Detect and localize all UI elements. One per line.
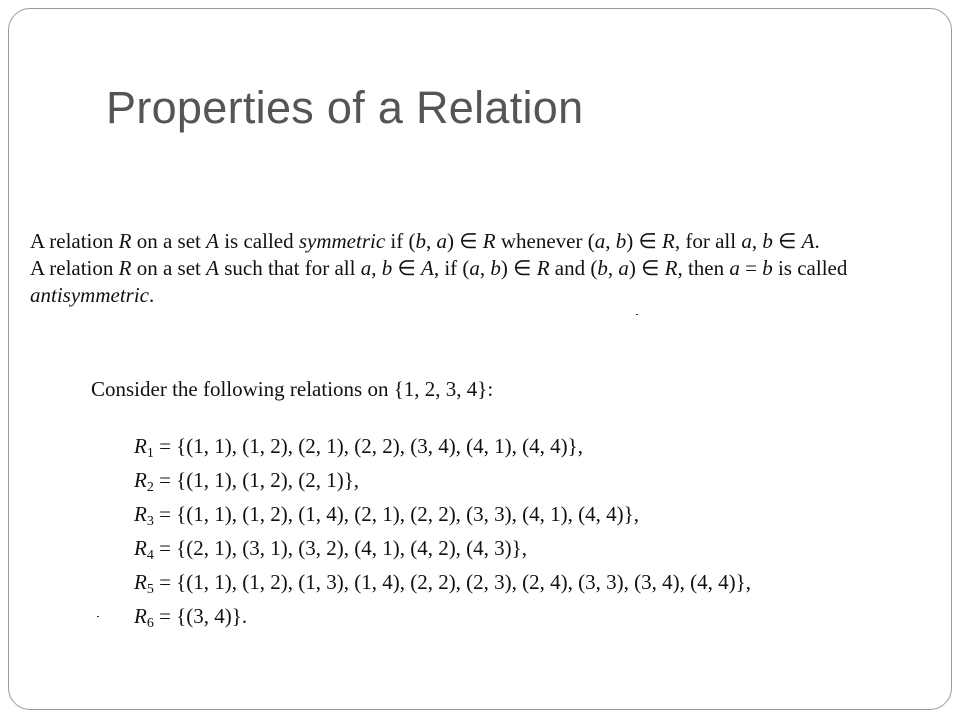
relation-index: 3 xyxy=(146,514,154,529)
relation-symbol: R xyxy=(134,604,147,628)
relation-index: 6 xyxy=(146,616,154,631)
relation-r2 xyxy=(134,468,751,502)
relation-r6 xyxy=(134,604,751,638)
slide-title: Properties of a Relation xyxy=(106,82,584,133)
relation-symbol: R xyxy=(134,434,147,458)
relation-value: = {(1, 1), (1, 2), (2, 1), (2, 2), (3, 4), (4, 1), (4, 4)}, xyxy=(153,434,583,458)
relation-index: 5 xyxy=(146,582,154,597)
relation-symbol: R xyxy=(134,468,147,492)
antisymmetric-term: antisymmetric xyxy=(30,283,149,307)
symmetric-definition: A relation R on a set A is called symmetric if (b, a) ∈ R whenever (a, b) ∈ R, for all a, b ∈ A. xyxy=(30,229,820,253)
scan-speck xyxy=(636,314,638,315)
relation-value: = {(2, 1), (3, 1), (3, 2), (4, 1), (4, 2), (4, 3)}, xyxy=(153,536,527,560)
relation-value: = {(1, 1), (1, 2), (1, 3), (1, 4), (2, 2), (2, 3), (2, 4), (3, 3), (3, 4), (4, 4)}, xyxy=(153,570,751,594)
definitions-block xyxy=(30,228,934,309)
relation-r4 xyxy=(134,536,751,570)
relation-r1 xyxy=(134,434,751,468)
relation-symbol: R xyxy=(134,502,147,526)
relations-list xyxy=(134,434,751,638)
relation-value: = {(1, 1), (1, 2), (2, 1)}, xyxy=(153,468,360,492)
relation-value: = {(1, 1), (1, 2), (1, 4), (2, 1), (2, 2), (3, 3), (4, 1), (4, 4)}, xyxy=(153,502,639,526)
relation-r3 xyxy=(134,502,751,536)
antisymmetric-definition: A relation R on a set A such that for all a, b ∈ A, if (a, b) ∈ R and (b, a) ∈ R, then a = b is called antisymmetric. xyxy=(30,256,848,307)
relation-symbol: R xyxy=(134,570,147,594)
scan-speck xyxy=(97,616,99,617)
symmetric-term: symmetric xyxy=(298,229,386,253)
relation-symbol: R xyxy=(134,536,147,560)
relation-r5 xyxy=(134,570,751,604)
example-intro: Consider the following relations on {1, 2, 3, 4}: xyxy=(91,377,494,401)
relation-index: 4 xyxy=(146,548,154,563)
relation-value: = {(3, 4)}. xyxy=(153,604,248,628)
relation-index: 1 xyxy=(146,446,154,461)
relation-index: 2 xyxy=(146,480,154,495)
